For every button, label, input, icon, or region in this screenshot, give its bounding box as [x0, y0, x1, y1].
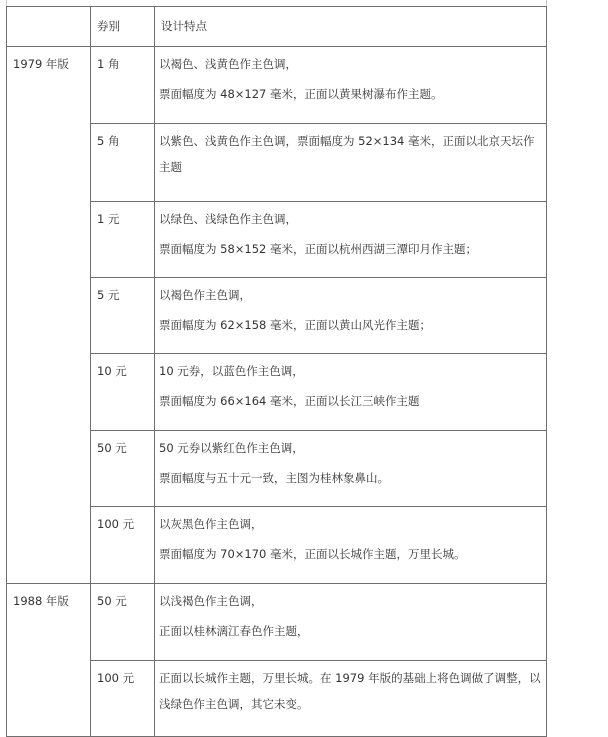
features-cell: 以灰黑色作主色调， 票面幅度为 70×170 毫米，正面以长城作主题，万里长城。: [155, 507, 547, 584]
features-cell: 以紫色、浅黄色作主色调，票面幅度为 52×134 毫米，正面以北京天坛作主题: [155, 124, 547, 202]
header-edition: [7, 7, 91, 47]
edition-1988-cell: 1988 年版: [7, 584, 91, 737]
banknote-design-table: [6, 6, 547, 737]
features-cell: 以褐色、浅黄色作主色调， 票面幅度为 48×127 毫米，正面以黄果树瀑布作主题。: [155, 47, 547, 124]
header-row: [7, 7, 547, 47]
features-cell: 10 元券，以蓝色作主色调， 票面幅度为 66×164 毫米，正面以长江三峡作主题: [155, 354, 547, 431]
denomination-cell: 5 角: [91, 124, 155, 202]
features-cell: 以褐色作主色调， 票面幅度为 62×158 毫米，正面以黄山风光作主题；: [155, 278, 547, 354]
denomination-cell: 50 元: [91, 431, 155, 507]
header-denomination: 券别: [91, 7, 155, 47]
denomination-cell: 100 元: [91, 661, 155, 737]
denomination-cell: 1 元: [91, 202, 155, 278]
header-features: 设计特点: [155, 7, 547, 47]
features-cell: 正面以长城作主题，万里长城。在 1979 年版的基础上将色调做了调整，以浅绿色作主色调，其它未变。: [155, 661, 547, 737]
denomination-cell: 100 元: [91, 507, 155, 584]
features-cell: 以绿色、浅绿色作主色调， 票面幅度为 58×152 毫米，正面以杭州西湖三潭印月作主题；: [155, 202, 547, 278]
denomination-cell: 50 元: [91, 584, 155, 661]
edition-1979-cell: 1979 年版: [7, 47, 91, 584]
table-row: [7, 584, 547, 661]
table-row: [7, 47, 547, 124]
denomination-cell: 1 角: [91, 47, 155, 124]
denomination-cell: 5 元: [91, 278, 155, 354]
denomination-cell: 10 元: [91, 354, 155, 431]
features-cell: 50 元券以紫红色作主色调， 票面幅度与五十元一致，主图为桂林象鼻山。: [155, 431, 547, 507]
features-cell: 以浅褐色作主色调， 正面以桂林漓江春色作主题，: [155, 584, 547, 661]
